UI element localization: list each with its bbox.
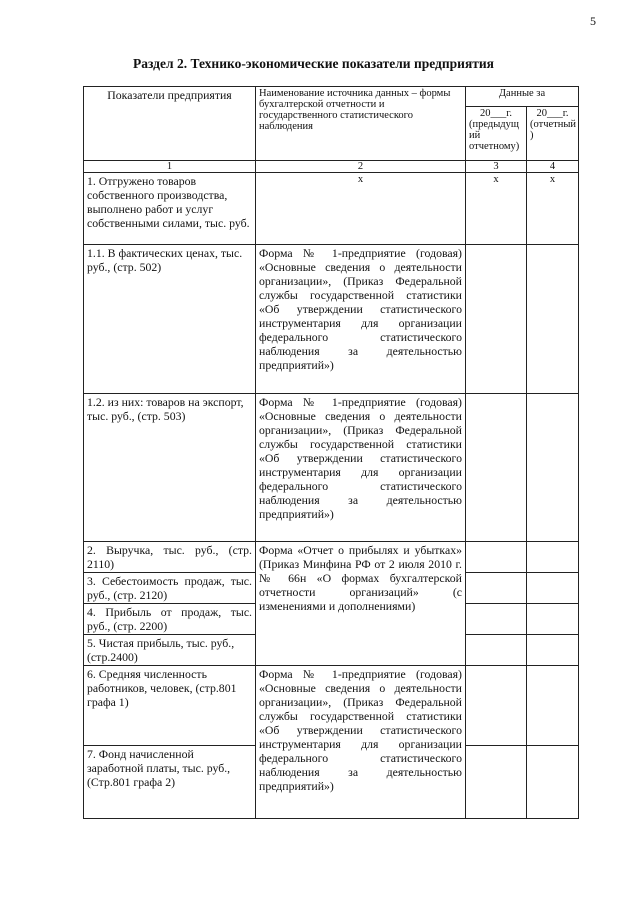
source-cell: х <box>256 173 466 245</box>
indicator-cell: 5. Чистая прибыль, тыс. руб., (стр.2400) <box>84 635 256 666</box>
value-cell[interactable] <box>527 542 579 573</box>
value-cell[interactable] <box>466 604 527 635</box>
value-cell[interactable] <box>466 573 527 604</box>
value-cell[interactable] <box>527 245 579 394</box>
source-cell: Форма № 1-предприятие (годовая) «Основные сведения о деятельности организации», (Приказ Федеральной службы государственной статистики «Об утверждении статистического инструментария для организации федерального статистического наблюдения за деятельностью предприятий») <box>256 394 466 542</box>
value-cell[interactable] <box>527 573 579 604</box>
source-cell: Форма № 1-предприятие (годовая) «Основные сведения о деятельности организации», (Приказ Федеральной службы государственной статистики «Об утверждении статистического инструментария для организации федерального статистического наблюдения за деятельностью предприятий») <box>256 245 466 394</box>
value-cell[interactable] <box>466 245 527 394</box>
header-year-curr <box>527 107 579 161</box>
indicator-cell: 3. Себестоимость продаж, тыс. руб., (стр. 2120) <box>84 573 256 604</box>
value-cell: х <box>466 173 527 245</box>
value-cell[interactable] <box>466 746 527 819</box>
year-prev-line: 20___г. <box>480 108 512 119</box>
header-indicators: Показатели предприятия <box>84 87 256 161</box>
indicator-cell: 2. Выручка, тыс. руб., (стр. 2110) <box>84 542 256 573</box>
value-cell[interactable] <box>527 394 579 542</box>
section-title: Раздел 2. Технико-экономические показатели предприятия <box>133 56 494 71</box>
value-cell: х <box>527 173 579 245</box>
value-cell[interactable] <box>466 394 527 542</box>
col-number-1: 1 <box>84 161 256 173</box>
indicator-cell: 1. Отгружено товаров собственного производства, выполнено работ и услуг собственными силами, тыс. руб. <box>84 173 256 245</box>
value-cell[interactable] <box>466 635 527 666</box>
value-cell[interactable] <box>527 635 579 666</box>
year-prev-note: (предыдущ ий отчетному) <box>469 119 520 152</box>
page-number: 5 <box>590 14 596 28</box>
header-source: Наименование источника данных – формы бухгалтерской отчетности и государственного статистического наблюдения <box>256 87 466 161</box>
value-cell[interactable] <box>527 746 579 819</box>
year-curr-line: 20___г. <box>536 108 569 119</box>
source-cell: Форма «Отчет о прибылях и убытках» (Приказ Минфина РФ от 2 июля 2010 г. № 66н «О формах бухгалтерской отчетности организаций» (с изменениями и дополнениями) <box>256 542 466 666</box>
indicator-cell: 1.2. из них: товаров на экспорт, тыс. руб., (стр. 503) <box>84 394 256 542</box>
col-number-2: 2 <box>256 161 466 173</box>
value-cell[interactable] <box>527 604 579 635</box>
value-cell[interactable] <box>466 666 527 746</box>
header-year-prev <box>466 107 527 161</box>
value-cell[interactable] <box>527 666 579 746</box>
indicators-table <box>83 86 579 819</box>
value-cell[interactable] <box>466 542 527 573</box>
col-number-4: 4 <box>527 161 579 173</box>
indicator-cell: 4. Прибыль от продаж, тыс. руб., (стр. 2200) <box>84 604 256 635</box>
year-curr-note: (отчетный ) <box>530 119 577 141</box>
header-data-for: Данные за <box>466 87 579 107</box>
col-number-3: 3 <box>466 161 527 173</box>
source-cell: Форма № 1-предприятие (годовая) «Основные сведения о деятельности организации», (Приказ Федеральной службы государственной статистики «Об утверждении статистического инструментария для организации федерального статистического наблюдения за деятельностью предприятий») <box>256 666 466 819</box>
indicator-cell: 1.1. В фактических ценах, тыс. руб., (стр. 502) <box>84 245 256 394</box>
indicator-cell: 6. Средняя численность работников, человек, (стр.801 графа 1) <box>84 666 256 746</box>
indicator-cell: 7. Фонд начисленной заработной платы, тыс. руб., (Стр.801 графа 2) <box>84 746 256 819</box>
